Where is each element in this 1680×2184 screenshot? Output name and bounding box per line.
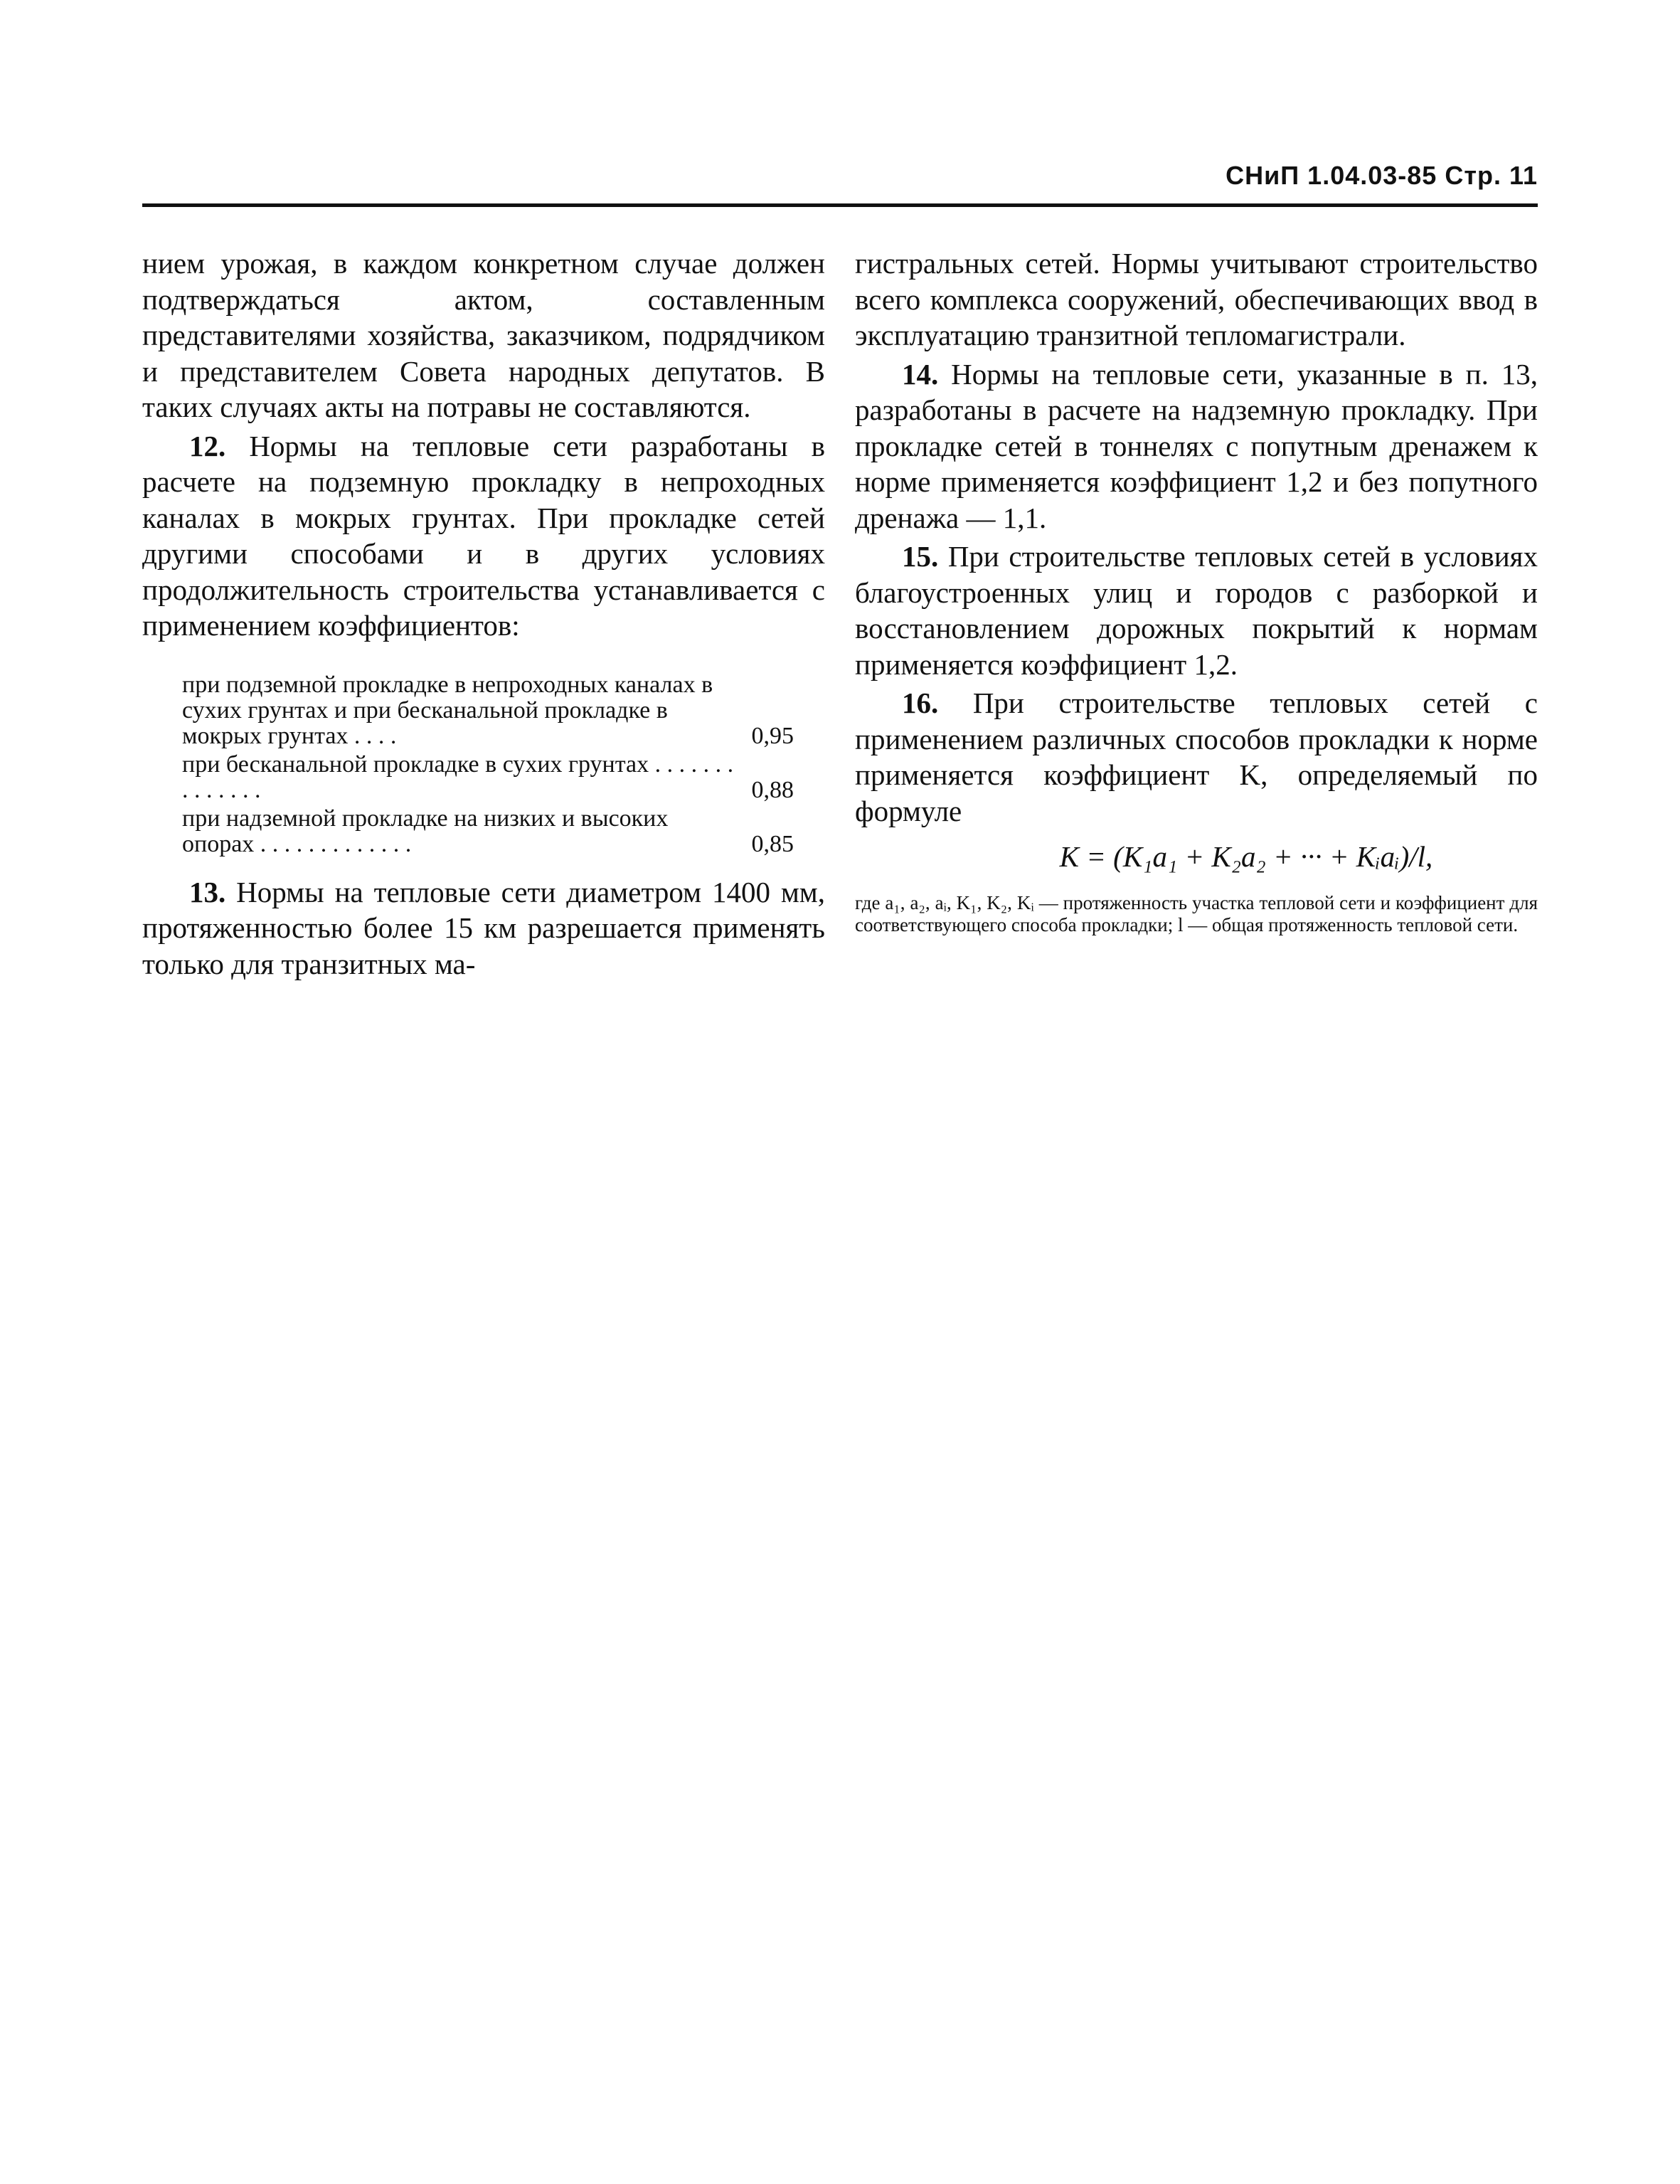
coefficient-condition: при бесканальной прокладке в сухих грунтах . . . . . . . . . . . . . .: [182, 751, 734, 803]
right-column: [855, 245, 1538, 936]
paragraph-13: [142, 874, 825, 982]
paragraph-16: [855, 685, 1538, 829]
paragraph-number: 16.: [902, 687, 939, 719]
coefficient-row: [182, 752, 794, 803]
paragraph-number: 12.: [189, 429, 226, 462]
paragraph-text: При строительстве тепловых сетей с применением различных способов прокладки к норме применяется коэффициент K, определяемый по формуле: [855, 687, 1538, 827]
coefficient-condition: при подземной прокладке в непроходных каналах в сухих грунтах и при бесканальной прокладке в мокрых грунтах . . . .: [182, 671, 713, 749]
paragraph-text: Нормы на тепловые сети диаметром 1400 мм, протяженностью более 15 км разрешается применять только для транзитных ма-: [142, 875, 825, 980]
paragraph-number: 14.: [902, 357, 939, 391]
coefficient-value: 0,95: [751, 722, 794, 749]
document-code-page-number: СНиП 1.04.03-85 Стр. 11: [1226, 161, 1538, 190]
formula: K = (K₁a₁ + K₂a₂ + ··· + Kᵢaᵢ)/l,: [1059, 840, 1433, 873]
coefficient-row: [182, 806, 794, 857]
paragraph-15: [855, 539, 1538, 682]
coefficient-value: 0,85: [751, 830, 794, 857]
paragraph-text: Нормы на тепловые сети разработаны в расчете на подземную прокладку в непроходных каналах в мокрых грунтах. При прокладке сетей другими способами и в других условиях продолжительность строительства устанавливается с применением коэффициентов:: [142, 429, 825, 642]
paragraph-number: 15.: [902, 540, 939, 573]
paragraph-number: 13.: [189, 875, 226, 908]
paragraph-continuation: нием урожая, в каждом конкретном случае должен подтверждаться актом, составленным представителями хозяйства, заказчиком, подрядчиком и представителем Совета народных депутатов. В таких случаях акты на потравы не составляются.: [142, 247, 825, 423]
coefficient-list: [182, 672, 794, 857]
paragraph-continuation: гистральных сетей. Нормы учитывают строительство всего комплекса сооружений, обеспечивающих ввод в эксплуатацию транзитной тепломагистрали.: [855, 247, 1538, 351]
page-header: [142, 161, 1538, 207]
coefficient-row: [182, 672, 794, 749]
left-column: [142, 245, 825, 982]
paragraph-text: При строительстве тепловых сетей в условиях благоустроенных улиц и городов с разборкой и восстановлением дорожных покрытий к нормам применяется коэффициент 1,2.: [855, 540, 1538, 681]
paragraph-14: [855, 356, 1538, 536]
coefficient-value: 0,88: [751, 776, 794, 803]
paragraph-12: [142, 428, 825, 644]
coefficient-condition: при надземной прокладке на низких и высоких опорах . . . . . . . . . . . . .: [182, 805, 669, 857]
formula-legend: где a₁, a₂, aᵢ, K₁, K₂, Kᵢ — протяженность участка тепловой сети и коэффициент для соответствующего способа прокладки; l — общая протяженность тепловой сети.: [855, 891, 1538, 935]
paragraph-text: Нормы на тепловые сети, указанные в п. 13, разработаны в расчете на надземную прокладку. При прокладке сетей в тоннелях с попутным дренажем к норме применяется коэффициент 1,2 и без попутного дренажа — 1,1.: [855, 357, 1538, 534]
